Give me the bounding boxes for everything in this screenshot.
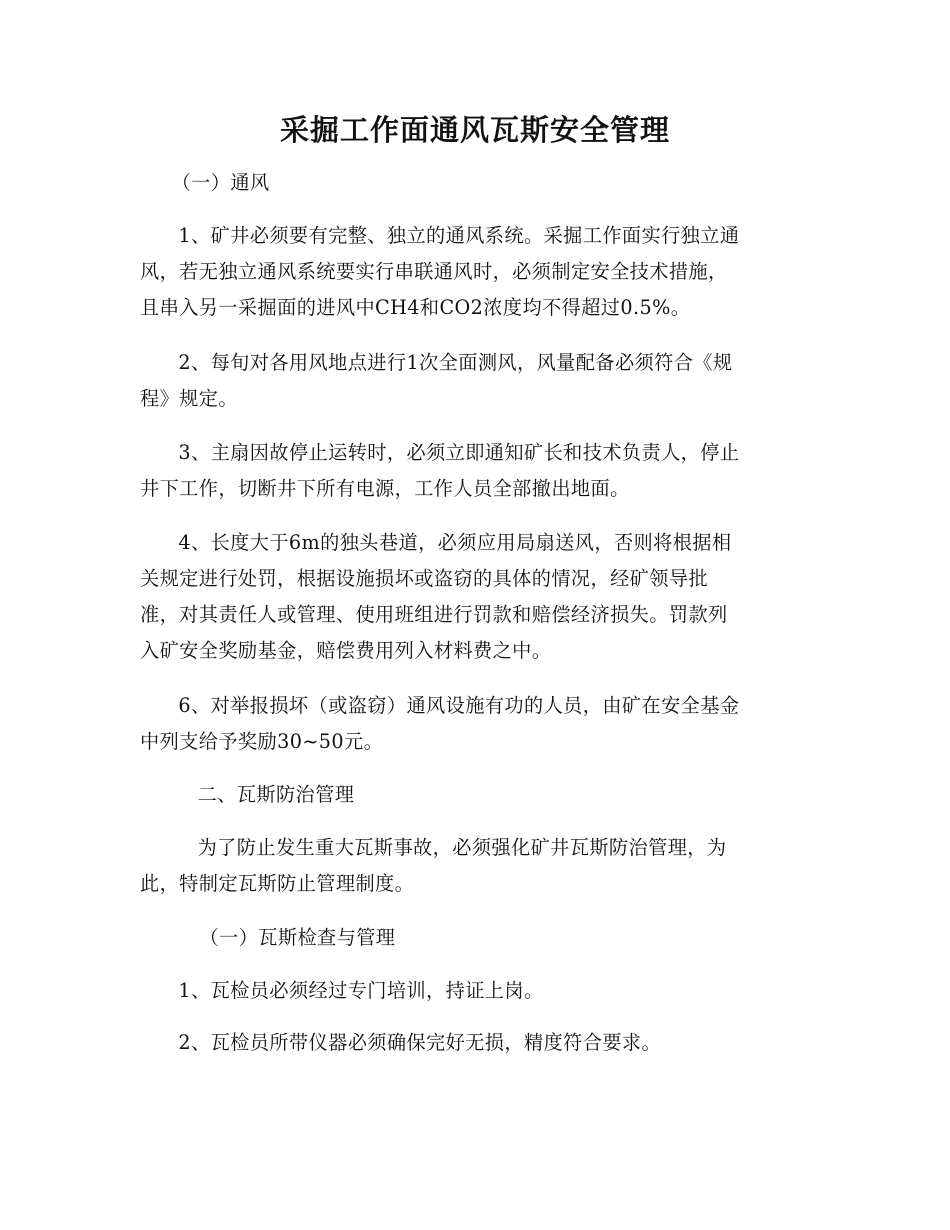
paragraph-line: 准，对其责任人或管理、使用班组进行罚款和赔偿经济损失。罚款列 xyxy=(140,603,728,626)
paragraph-line: 且串入另一采掘面的进风中CH4和CO2浓度均不得超过0.5%。 xyxy=(140,296,691,319)
paragraph-line: 井下工作，切断井下所有电源，工作人员全部撤出地面。 xyxy=(140,477,630,500)
paragraph-line: 入矿安全奖励基金，赔偿费用列入材料费之中。 xyxy=(140,639,552,662)
ventilation-item-4 xyxy=(140,525,808,669)
ventilation-item-1 xyxy=(140,218,808,326)
section-heading-gas: 二、瓦斯防治管理 xyxy=(197,783,355,806)
paragraph-line: 1、瓦检员必须经过专门培训，持证上岗。 xyxy=(178,979,544,1002)
document-title: 采掘工作面通风瓦斯安全管理 xyxy=(279,113,670,147)
gas-inspection-item-1 xyxy=(140,973,808,1009)
paragraph-line: 为了防止发生重大瓦斯事故，必须强化矿井瓦斯防治管理，为 xyxy=(197,836,727,859)
paragraph-line: 此，特制定瓦斯防止管理制度。 xyxy=(140,872,415,895)
paragraph-line: 关规定进行处罚，根据设施损坏或盗窃的具体的情况，经矿领导批 xyxy=(140,567,709,590)
paragraph-line: 3、主扇因故停止运转时，必须立即通知矿长和技术负责人，停止 xyxy=(178,441,740,464)
paragraph-line: 4、长度大于6m的独头巷道，必须应用局扇送风，否则将根据相 xyxy=(178,531,732,554)
gas-intro-paragraph xyxy=(140,830,808,902)
ventilation-item-6 xyxy=(140,688,808,760)
gas-inspection-item-2 xyxy=(140,1025,808,1061)
section-heading-ventilation: （一）通风 xyxy=(171,171,270,194)
ventilation-item-2 xyxy=(140,345,808,417)
paragraph-line: 2、每旬对各用风地点进行1次全面测风，风量配备必须符合《规 xyxy=(178,351,733,374)
paragraph-line: 中列支给予奖励30~50元。 xyxy=(140,730,384,753)
ventilation-item-3 xyxy=(140,435,808,507)
paragraph-line: 2、瓦检员所带仪器必须确保完好无损，精度符合要求。 xyxy=(178,1031,662,1054)
subsection-heading-gas-inspection: （一）瓦斯检查与管理 xyxy=(199,926,396,949)
paragraph-line: 程》规定。 xyxy=(140,387,238,410)
paragraph-line: 风，若无独立通风系统要实行串联通风时，必须制定安全技术措施， xyxy=(140,260,728,283)
paragraph-line: 1、矿井必须要有完整、独立的通风系统。采掘工作面实行独立通 xyxy=(178,224,740,247)
paragraph-line: 6、对举报损坏（或盗窃）通风设施有功的人员，由矿在安全基金 xyxy=(178,694,740,717)
